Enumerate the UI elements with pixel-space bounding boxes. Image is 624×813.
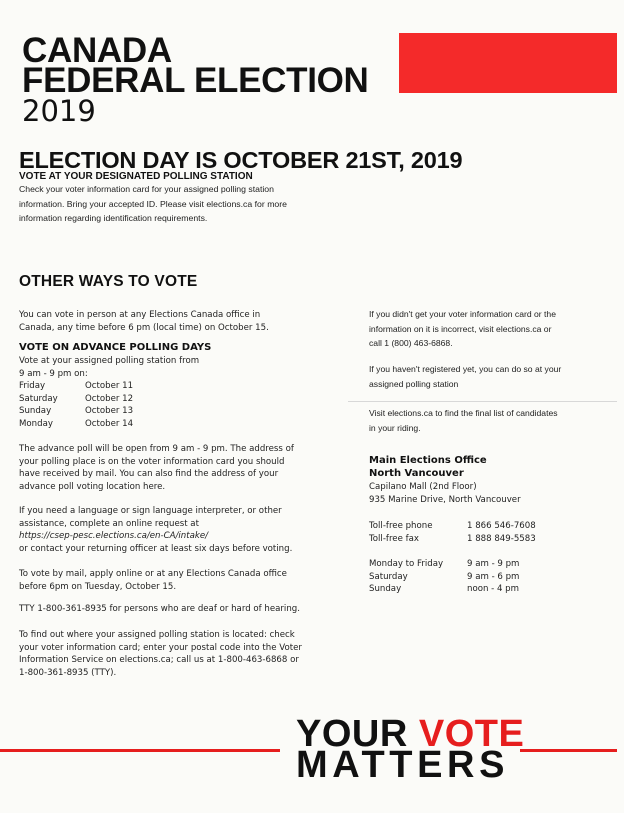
phone-value: 1 866 546-7608 xyxy=(467,521,536,531)
candidates-paragraph xyxy=(369,406,613,435)
text-line: in your riding. xyxy=(369,422,421,433)
footer-red-line-right xyxy=(520,749,617,752)
designated-polling-subheading: VOTE AT YOUR DESIGNATED POLLING STATION xyxy=(19,171,253,182)
text-line: have received by mail. You can also find the address of your xyxy=(19,469,279,479)
text-line: your polling place is on the voter information card you should xyxy=(19,456,285,467)
address-line: 935 Marine Drive, North Vancouver xyxy=(369,494,521,505)
hours-row xyxy=(369,558,614,571)
hours-row xyxy=(369,583,614,596)
text-line: If you didn't get your voter information card or the xyxy=(369,309,556,319)
hours-label: Monday to Friday xyxy=(369,559,444,569)
advance-polling-heading: VOTE ON ADVANCE POLLING DAYS xyxy=(19,342,212,353)
page-title xyxy=(22,31,369,128)
election-day-heading: ELECTION DAY IS OCTOBER 21ST, 2019 xyxy=(19,147,463,173)
day-date: October 12 xyxy=(85,393,134,404)
text-line: Vote at your assigned polling station from xyxy=(19,356,200,366)
phone-value: 1 888 849-5583 xyxy=(467,533,536,544)
text-line: assistance, complete an online request at xyxy=(19,518,199,529)
office-heading xyxy=(369,454,487,480)
body-line: Check your voter information card for your assigned polling station xyxy=(19,184,274,194)
slogan xyxy=(296,713,525,786)
day-name: Monday xyxy=(19,418,53,429)
hours-value: 9 am - 9 pm xyxy=(467,559,520,569)
divider xyxy=(348,401,617,402)
text-line: If you need a language or sign language interpreter, or other xyxy=(19,506,282,516)
title-federal-election: FEDERAL ELECTION xyxy=(22,61,369,100)
phone-row xyxy=(369,533,614,546)
text-line: The advance poll will be open from 9 am - 9 pm. The address of xyxy=(19,444,294,454)
other-ways-heading: OTHER WAYS TO VOTE xyxy=(19,273,198,290)
footer-red-line-left xyxy=(0,749,280,752)
find-station-paragraph xyxy=(19,629,355,679)
text-line: or contact your returning officer at least six days before voting. xyxy=(19,543,293,554)
title-year: 2019 xyxy=(22,94,96,128)
hours-label: Saturday xyxy=(369,571,408,582)
register-paragraph xyxy=(369,362,613,391)
text-line: To vote by mail, apply online or at any Elections Canada office xyxy=(19,569,287,579)
hours-label: Sunday xyxy=(369,584,402,594)
text-line: Canada, any time before 6 pm (local time) on October 15. xyxy=(19,322,269,333)
tty-paragraph: TTY 1-800-361-8935 for persons who are deaf or hard of hearing. xyxy=(19,604,300,614)
day-date: October 11 xyxy=(85,381,134,391)
slogan-matters: MATTERS xyxy=(296,744,510,786)
text-line: before 6pm on Tuesday, October 15. xyxy=(19,581,177,592)
text-line: Information Service on elections.ca; call us at 1-800-463-6868 or xyxy=(19,655,299,665)
advance-day-row xyxy=(19,380,349,393)
hours-value: noon - 4 pm xyxy=(467,584,519,594)
text-line: 1-800-361-8935 (TTY). xyxy=(19,667,117,678)
advance-day-row xyxy=(19,393,349,406)
election-day-body xyxy=(19,182,349,226)
office-phones xyxy=(369,520,614,545)
day-name: Sunday xyxy=(19,406,52,416)
intake-link[interactable]: https://csep-pesc.elections.ca/en-CA/intake/ xyxy=(19,531,209,541)
in-person-paragraph xyxy=(19,309,349,334)
advance-poll-paragraph xyxy=(19,443,351,493)
text-line: assigned polling station xyxy=(369,378,459,389)
phone-label: Toll-free fax xyxy=(369,533,419,544)
day-name: Saturday xyxy=(19,393,58,404)
day-name: Friday xyxy=(19,381,46,391)
hours-value: 9 am - 6 pm xyxy=(467,571,520,582)
phone-row xyxy=(369,520,614,533)
mail-paragraph xyxy=(19,568,351,593)
phone-label: Toll-free phone xyxy=(369,521,433,531)
address-line: Capilano Mall (2nd Floor) xyxy=(369,482,477,492)
slogan-your: YOUR xyxy=(296,713,408,755)
day-date: October 14 xyxy=(85,418,134,429)
advance-day-row xyxy=(19,418,349,431)
title-canada: CANADA xyxy=(22,31,172,70)
hours-row xyxy=(369,571,614,584)
advance-days-block xyxy=(19,355,349,430)
text-line: 9 am - 9 pm on: xyxy=(19,368,88,379)
advance-day-row xyxy=(19,405,349,418)
text-line: information on it is incorrect, visit elections.ca or xyxy=(369,323,552,334)
text-line: advance poll voting location here. xyxy=(19,481,166,492)
text-line: If you haven't registered yet, you can do so at your xyxy=(369,364,562,374)
day-date: October 13 xyxy=(85,406,134,416)
voter-card-paragraph xyxy=(369,307,609,351)
text-line: your voter information card; enter your postal code into the Voter xyxy=(19,642,302,653)
red-accent-block xyxy=(399,33,617,93)
body-line: information regarding identification requirements. xyxy=(19,213,208,223)
text-line: Visit elections.ca to find the final list of candidates xyxy=(369,408,558,418)
language-paragraph xyxy=(19,505,355,555)
office-hours xyxy=(369,558,614,596)
office-city: North Vancouver xyxy=(369,468,464,479)
text-line: You can vote in person at any Elections Canada office in xyxy=(19,310,261,320)
text-line: call 1 (800) 463-6868. xyxy=(369,338,453,348)
text-line: To find out where your assigned polling station is located: check xyxy=(19,630,295,640)
body-line: information. Bring your accepted ID. Please visit elections.ca for more xyxy=(19,198,287,209)
slogan-vote: VOTE xyxy=(418,713,525,755)
office-address xyxy=(369,481,614,506)
office-title: Main Elections Office xyxy=(369,455,487,466)
